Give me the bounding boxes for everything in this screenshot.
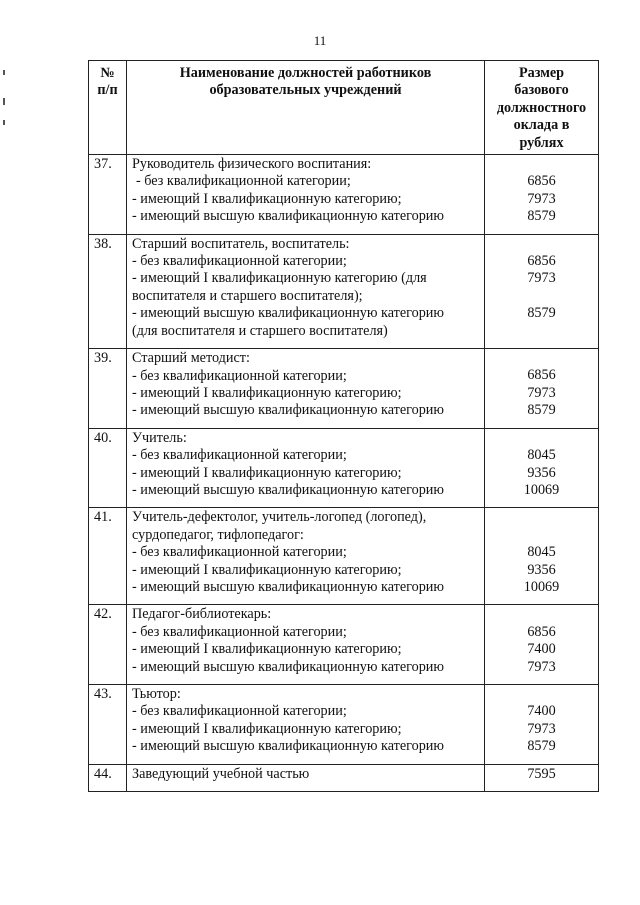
salary-cell [485,605,599,685]
header-name-line: Наименование должностей работников [179,65,432,81]
table-row [89,605,599,685]
category-line: - имеющий I квалификационную категорию (для [132,270,427,287]
salary-value: 7400 [527,641,556,658]
category-line: - имеющий высшую квалификационную категорию [132,578,444,595]
position-cell [127,764,485,791]
salary-value: 8579 [527,208,556,225]
category-line: - имеющий высшую квалификационную категорию [132,402,444,419]
category-line: - имеющий I квалификационную категорию; [132,384,402,401]
salary-value: 8579 [527,305,556,322]
category-line: - имеющий I квалификационную категорию; [132,464,402,481]
salary-value: 6856 [527,623,556,640]
salary-cell [485,428,599,508]
salary-value: 9356 [527,561,556,578]
category-line: - имеющий высшую квалификационную категорию [132,738,444,755]
header-size-line: Размер [518,65,565,81]
salary-cell [485,508,599,605]
salary-value: 6856 [527,173,556,190]
category-line: - имеющий I квалификационную категорию; [132,641,402,658]
table-row [89,508,599,605]
header-size-line: должностного [496,99,587,116]
position-cell [127,508,485,605]
salary-value: 7973 [527,270,556,287]
position-title-continued: сурдопедагог, тифлопедагог: [132,526,304,543]
row-number: 40. [89,428,127,508]
category-line-continued: (для воспитателя и старшего воспитателя) [132,322,388,339]
position-title: Заведующий учебной частью [132,765,310,782]
position-cell [127,155,485,235]
header-base-salary [485,61,599,155]
category-line: - имеющий I квалификационную категорию; [132,561,402,578]
category-line: - имеющий I квалификационную категорию; [132,720,402,737]
table-row [89,428,599,508]
position-title: Руководитель физического воспитания: [132,156,372,173]
row-number: 39. [89,349,127,429]
salary-value: 7973 [527,384,556,401]
row-number: 42. [89,605,127,685]
table-header-row [89,61,599,155]
position-title: Старший воспитатель, воспитатель: [132,235,350,252]
position-cell [127,234,485,348]
header-number [89,61,127,155]
category-line: - имеющий I квалификационную категорию; [132,190,402,207]
category-line: - имеющий высшую квалификационную категорию [132,658,444,675]
salary-value: 8045 [527,544,556,561]
salary-cell [485,685,599,765]
scan-margin-mark [3,70,5,75]
category-line: - без квалификационной категории; [132,544,347,561]
salary-value: 7973 [527,190,556,207]
table-row [89,234,599,348]
position-title: Тьютор: [132,686,181,702]
row-number: 43. [89,685,127,765]
category-line: - имеющий высшую квалификационную категорию [132,208,444,225]
category-line: - без квалификационной категории; [132,447,347,464]
category-line: - без квалификационной категории; [132,367,347,384]
category-line: - имеющий высшую квалификационную категорию [132,481,444,498]
row-number: 44. [89,764,127,791]
salary-value: 7400 [527,703,556,720]
row-number: 38. [89,234,127,348]
row-number: 37. [89,155,127,235]
salary-cell [485,155,599,235]
position-cell [127,605,485,685]
position-title: Старший методист: [132,350,250,367]
salary-value: 8579 [527,402,556,419]
salary-value: 7595 [527,765,556,782]
salary-cell [485,349,599,429]
table-row [89,764,599,791]
category-line: - имеющий высшую квалификационную категорию [132,305,444,322]
table-row [89,155,599,235]
category-line: - без квалификационной категории; [136,173,351,190]
category-line: - без квалификационной категории; [132,703,347,720]
header-size-line: базового [514,82,569,99]
salary-cell [485,234,599,348]
page-number: 11 [313,33,327,48]
position-cell [127,349,485,429]
salary-value: 6856 [527,253,556,270]
salary-value: 8045 [527,447,556,464]
header-number-line: № [100,65,115,81]
header-size-line: оклада в [513,117,570,134]
salary-value: 10069 [523,481,560,498]
salary-value: 9356 [527,464,556,481]
category-line: - без квалификационной категории; [132,623,347,640]
scan-margin-mark [3,120,5,125]
table-row [89,685,599,765]
salary-cell [485,764,599,791]
header-name-line: образовательных учреждений [209,82,402,99]
salary-value: 7973 [527,658,556,675]
header-size-line: рублях [519,134,564,151]
position-cell [127,428,485,508]
header-number-line: п/п [97,82,118,99]
table-row [89,349,599,429]
position-title: Учитель: [132,429,187,446]
category-line: - без квалификационной категории; [132,253,347,270]
category-line-continued: воспитателя и старшего воспитателя); [132,287,363,304]
row-number: 41. [89,508,127,605]
salary-value: 6856 [527,367,556,384]
salary-value: 8579 [527,738,556,755]
position-title: Педагог-библиотекарь: [132,606,272,623]
scan-margin-mark [3,98,5,105]
salary-value: 7973 [527,720,556,737]
header-position-name [127,61,485,155]
position-cell [127,685,485,765]
salary-value: 10069 [523,578,560,595]
position-title: Учитель-дефектолог, учитель-логопед (логопед), [132,509,427,526]
salary-table [88,60,599,792]
